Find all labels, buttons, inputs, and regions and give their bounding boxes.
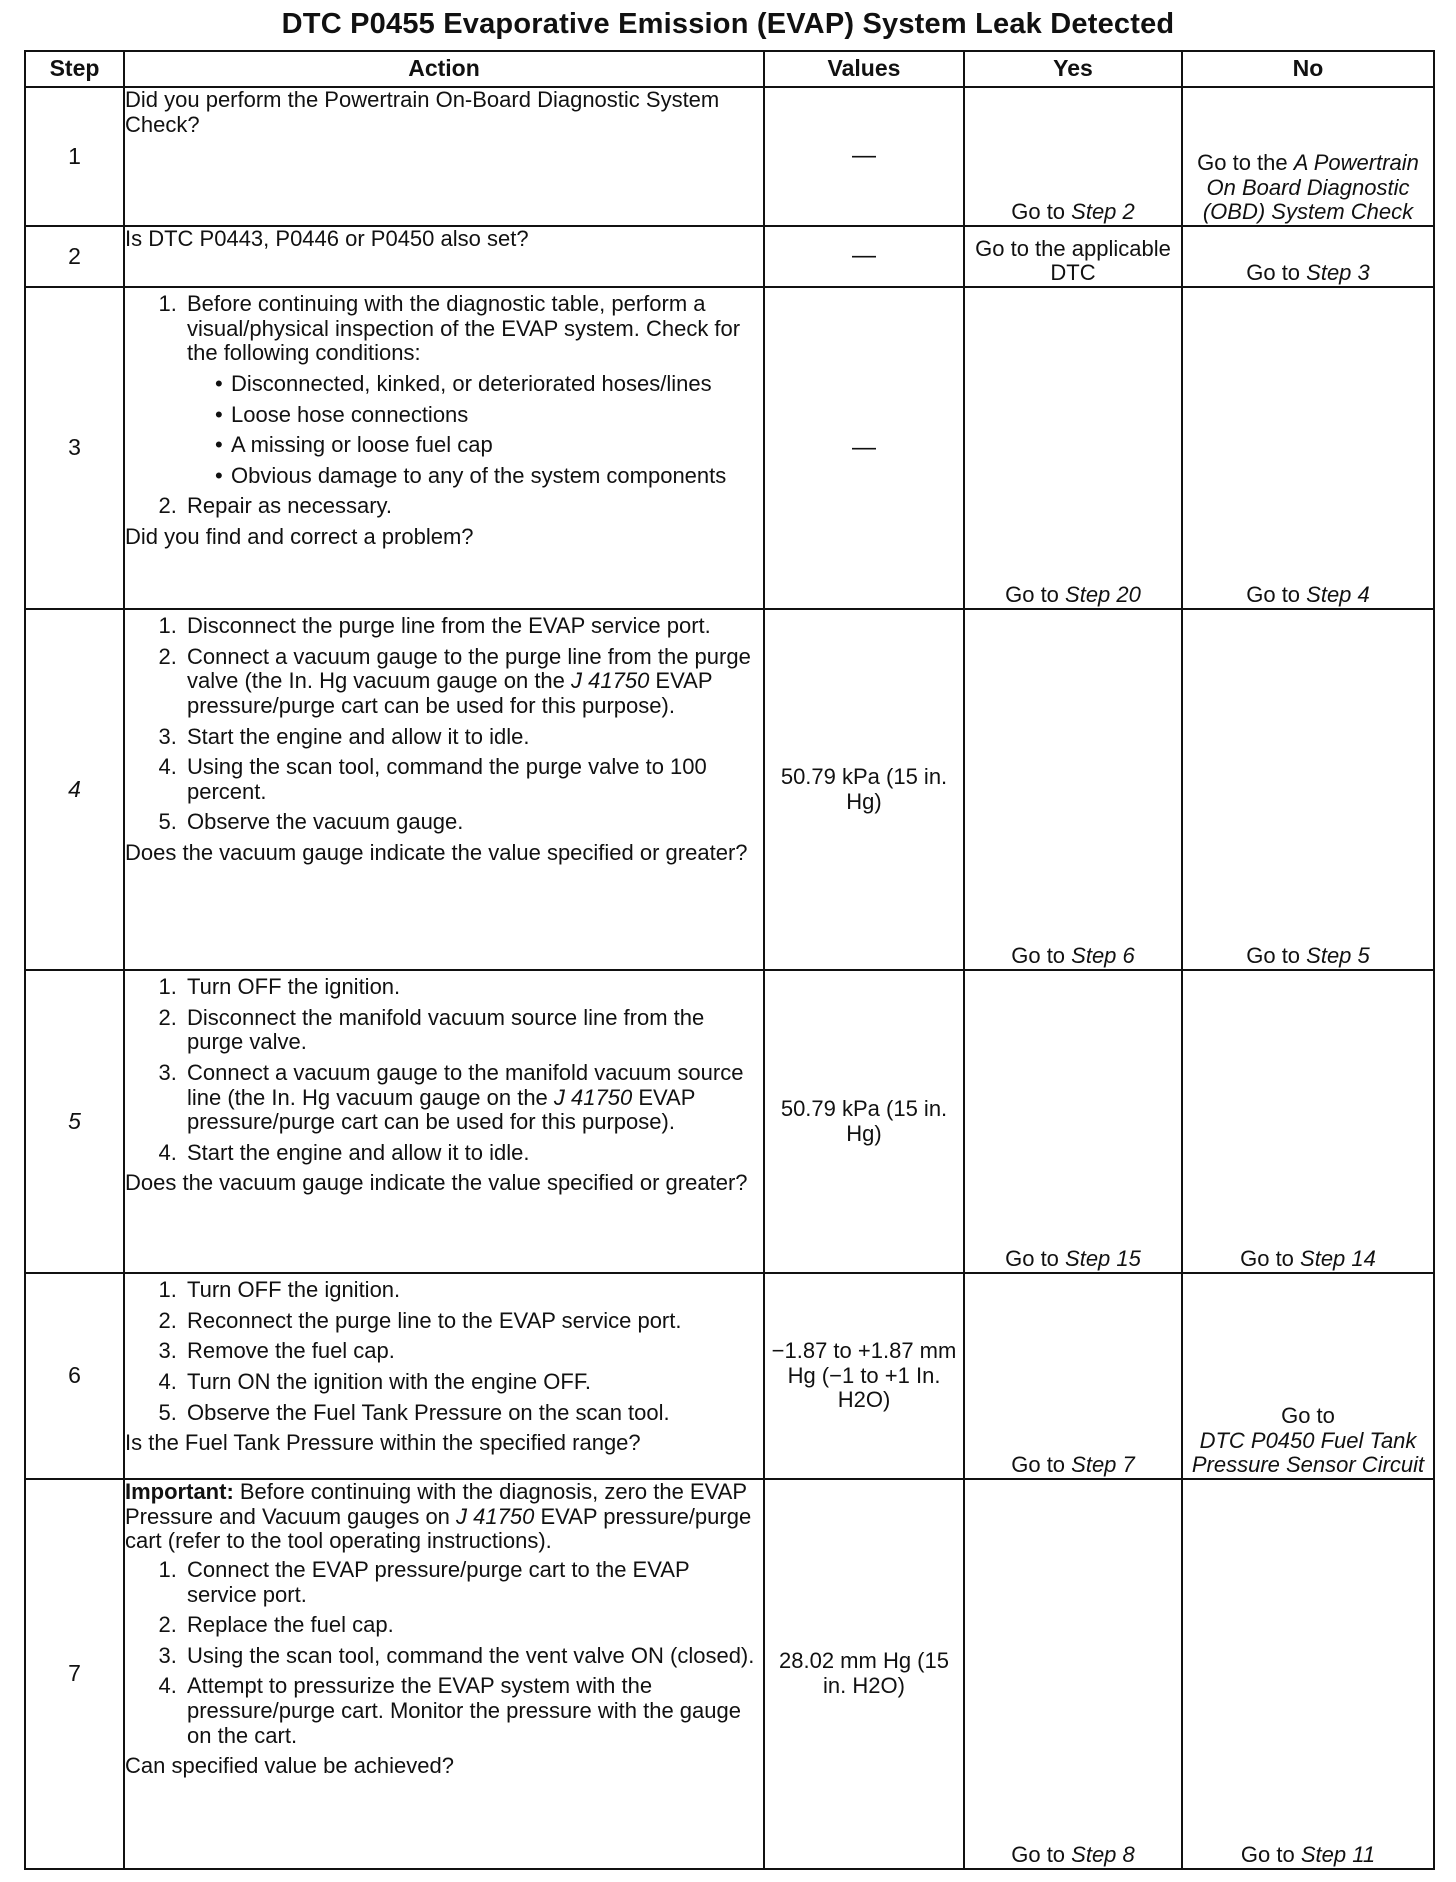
yes-step-ref: Step 8 (1071, 1842, 1135, 1868)
no-cell (1182, 87, 1434, 226)
document-title: DTC P0455 Evaporative Emission (EVAP) System Leak Detected (281, 8, 1175, 40)
values-cell (764, 1479, 964, 1869)
procedure-list (125, 975, 763, 1165)
action-cell (124, 609, 764, 970)
step-number: 6 (25, 1273, 124, 1479)
no-prefix: Go to (1240, 1246, 1301, 1272)
value-text: 28.02 mm Hg (15 in. H2O) (779, 1648, 949, 1698)
yes-prefix: Go to (1011, 199, 1072, 225)
action-cell (124, 287, 764, 609)
yes-prefix: Go to (1005, 1246, 1066, 1272)
question-text: Is the Fuel Tank Pressure within the specified range? (125, 1430, 641, 1456)
no-prefix: Go to the (1197, 150, 1294, 176)
no-step-ref: Step 4 (1306, 582, 1370, 608)
tool-ref: J 41750 (456, 1503, 535, 1529)
header-yes: Yes (964, 51, 1182, 87)
action-text: Is DTC P0443, P0446 or P0450 also set? (125, 226, 529, 251)
question-text: Did you find and correct a problem? (125, 524, 474, 549)
procedure-step: 1. Turn OFF the ignition. (183, 1278, 763, 1303)
procedure-step: 1. Disconnect the purge line from the EVAP service port. (183, 614, 763, 639)
procedure-step: 1. Connect the EVAP pressure/purge cart to the EVAP service port. (183, 1558, 763, 1607)
procedure-step: 2. Replace the fuel cap. (183, 1613, 763, 1638)
yes-step-ref: Step 15 (1065, 1246, 1141, 1272)
procedure-step-text: EVAP pressure/purge cart can be used for this purpose). (187, 1084, 695, 1135)
yes-prefix: Go to (1005, 582, 1066, 608)
no-prefix: Go to (1246, 582, 1307, 608)
values-cell (764, 226, 964, 287)
no-prefix: Go to (1246, 260, 1307, 286)
yes-prefix: Go to the applicable DTC (975, 235, 1171, 286)
no-prefix: Go to (1246, 943, 1307, 969)
procedure-step: 5. Observe the vacuum gauge. (183, 810, 763, 835)
values-cell (764, 287, 964, 609)
tool-ref: J 41750 (571, 668, 650, 694)
condition-item: • Disconnected, kinked, or deteriorated hoses/lines (215, 372, 763, 397)
diagnostic-table (24, 50, 1435, 1870)
question-text: Can specified value be achieved? (125, 1753, 455, 1779)
procedure-step: 4. Attempt to pressurize the EVAP system with the pressure/purge cart. Monitor the pressure with the gauge on the cart. (183, 1674, 763, 1748)
procedure-step-text: Connect a vacuum gauge to the purge line from the purge valve (the In. Hg vacuum gauge on the (187, 643, 751, 694)
step-number: 4 (25, 609, 124, 970)
value-text: 50.79 kPa (15 in. Hg) (780, 1095, 948, 1146)
no-cell (1182, 609, 1434, 970)
no-step-ref: Step 5 (1306, 943, 1370, 969)
procedure-step: 5. Observe the Fuel Tank Pressure on the scan tool. (183, 1401, 763, 1426)
no-cell (1182, 1479, 1434, 1869)
question-text: Does the vacuum gauge indicate the value specified or greater? (125, 840, 748, 865)
no-step-ref: DTC P0450 Fuel Tank Pressure Sensor Circuit (1191, 1427, 1425, 1478)
condition-item: • Obvious damage to any of the system components (215, 464, 763, 489)
procedure-step: 4. Turn ON the ignition with the engine OFF. (183, 1370, 763, 1395)
procedure-step (183, 292, 763, 488)
procedure-step-text: Before continuing with the diagnostic table, perform a visual/physical inspection of the EVAP system. Check for the following conditions: (187, 291, 741, 366)
action-cell (124, 226, 764, 287)
values-cell (764, 609, 964, 970)
value-text: −1.87 to +1.87 mm Hg (−1 to +1 In. H2O) (771, 1338, 957, 1413)
procedure-list (125, 614, 763, 835)
procedure-step: 4. Using the scan tool, command the purge valve to 100 percent. (183, 755, 763, 804)
yes-step-ref: Step 6 (1071, 943, 1135, 969)
important-text: EVAP pressure/purge cart (refer to the tool operating instructions). (125, 1503, 752, 1554)
procedure-step: 3. Start the engine and allow it to idle. (183, 725, 763, 750)
procedure-step: 3. Remove the fuel cap. (183, 1339, 763, 1364)
no-step-ref: Step 11 (1300, 1842, 1376, 1868)
table-row (25, 970, 1434, 1273)
values-cell (764, 970, 964, 1273)
step-number: 5 (25, 970, 124, 1273)
value-text: — (852, 142, 876, 170)
yes-step-ref: Step 2 (1071, 199, 1135, 225)
no-cell (1182, 1273, 1434, 1479)
table-row (25, 87, 1434, 226)
no-cell (1182, 287, 1434, 609)
procedure-step: 2. Reconnect the purge line to the EVAP service port. (183, 1309, 763, 1334)
action-cell (124, 87, 764, 226)
condition-list (187, 372, 763, 489)
values-cell (764, 1273, 964, 1479)
procedure-step (183, 645, 763, 719)
condition-item: • A missing or loose fuel cap (215, 433, 763, 458)
procedure-step (183, 1061, 763, 1135)
value-text: 50.79 kPa (15 in. Hg) (780, 763, 948, 814)
no-cell (1182, 970, 1434, 1273)
table-row (25, 1273, 1434, 1479)
procedure-step: 1. Turn OFF the ignition. (183, 975, 763, 1000)
procedure-step-text: Connect a vacuum gauge to the manifold vacuum source line (the In. Hg vacuum gauge on the (187, 1059, 744, 1110)
header-action: Action (124, 51, 764, 87)
yes-prefix: Go to (1011, 1842, 1072, 1868)
yes-cell (964, 226, 1182, 287)
values-cell (764, 87, 964, 226)
procedure-list (125, 292, 763, 519)
no-step-ref: Step 3 (1306, 260, 1370, 286)
yes-step-ref: Step 7 (1071, 1452, 1135, 1478)
table-row (25, 1479, 1434, 1869)
yes-prefix: Go to (1011, 1452, 1072, 1478)
procedure-list (125, 1558, 763, 1748)
value-text: — (852, 242, 876, 270)
important-note (125, 1480, 763, 1554)
yes-cell (964, 609, 1182, 970)
tool-ref: J 41750 (553, 1084, 633, 1110)
action-cell (124, 1479, 764, 1869)
yes-step-ref: Step 20 (1065, 582, 1141, 608)
no-prefix: Go to (1240, 1842, 1301, 1868)
important-label: Important: (125, 1479, 234, 1504)
header-row (25, 51, 1434, 87)
procedure-step: 2. Disconnect the manifold vacuum source line from the purge valve. (183, 1006, 763, 1055)
step-number: 1 (25, 87, 124, 226)
procedure-step-text: EVAP pressure/purge cart can be used for this purpose). (187, 668, 713, 718)
action-cell (124, 970, 764, 1273)
header-step: Step (25, 51, 124, 87)
no-step-ref: A Powertrain On Board Diagnostic (OBD) System Check (1202, 150, 1419, 225)
header-no: No (1182, 51, 1434, 87)
table-row (25, 226, 1434, 287)
yes-cell (964, 1273, 1182, 1479)
procedure-step: 3. Using the scan tool, command the vent valve ON (closed). (183, 1644, 763, 1669)
action-cell (124, 1273, 764, 1479)
step-number: 7 (25, 1479, 124, 1869)
yes-cell (964, 287, 1182, 609)
step-number: 2 (25, 226, 124, 287)
table-row (25, 287, 1434, 609)
procedure-step: 4. Start the engine and allow it to idle. (183, 1141, 763, 1166)
question-text: Does the vacuum gauge indicate the value specified or greater? (125, 1170, 748, 1196)
no-prefix: Go to (1281, 1403, 1335, 1429)
condition-item: • Loose hose connections (215, 403, 763, 428)
yes-cell (964, 1479, 1182, 1869)
yes-cell (964, 970, 1182, 1273)
table-row (25, 609, 1434, 970)
no-cell (1182, 226, 1434, 287)
procedure-list (125, 1278, 763, 1425)
yes-cell (964, 87, 1182, 226)
no-step-ref: Step 14 (1300, 1246, 1376, 1272)
yes-prefix: Go to (1011, 943, 1072, 969)
step-number: 3 (25, 287, 124, 609)
important-text: Before continuing with the diagnosis, zero the EVAP Pressure and Vacuum gauges on (125, 1479, 747, 1529)
value-text: — (852, 433, 876, 461)
action-text: Did you perform the Powertrain On-Board Diagnostic System Check? (125, 87, 720, 137)
procedure-step: 2. Repair as necessary. (183, 494, 763, 519)
header-values: Values (764, 51, 964, 87)
